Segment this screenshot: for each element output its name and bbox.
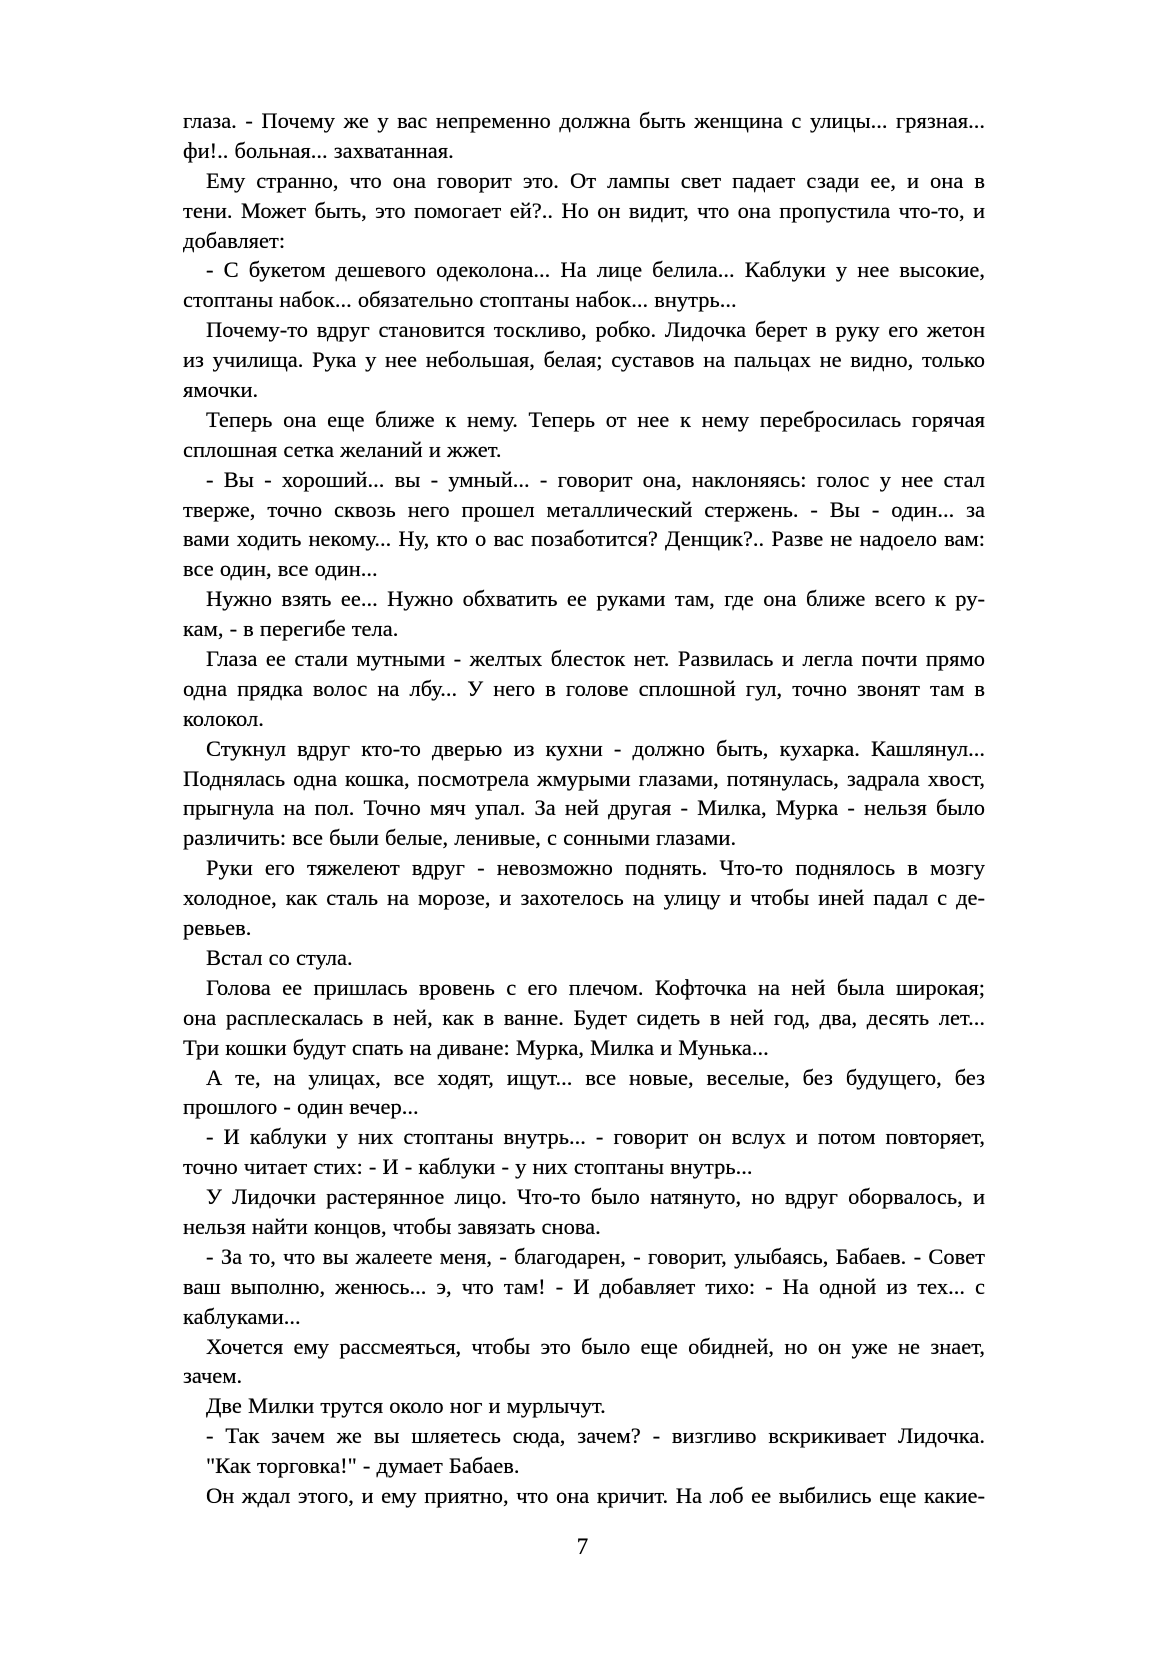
text-line: - За то, что вы жалеете меня, - благодарен, - говорит, улыбаясь, Бабаев. - Совет: [206, 1243, 985, 1269]
text-line: все один, все один...: [183, 556, 378, 582]
paragraph: [183, 1332, 985, 1392]
text-line: кам, - в перегибе тела.: [183, 616, 399, 642]
paragraph: [183, 255, 985, 315]
paragraph: [183, 1122, 985, 1182]
paragraph: [183, 853, 985, 943]
paragraph: [183, 1063, 985, 1123]
text-line: - С букетом дешевого одеколона... На лице белила... Каблуки у нее высокие,: [206, 257, 985, 283]
paragraph: [183, 1182, 985, 1242]
text-line: ямочки.: [183, 377, 259, 403]
paragraph: [183, 1391, 985, 1421]
text-line: тени. Может быть, это помогает ей?.. Но он видит, что она пропустила что-то, и: [183, 197, 985, 223]
text-line: холодное, как сталь на морозе, и захотелось на улицу и чтобы иней падал с де-: [183, 885, 985, 911]
text-line: она расплескалась в ней, как в ванне. Будет сидеть в ней год, два, десять лет...: [183, 1004, 985, 1030]
text-line: тверже, точно сквозь него прошел металлический стержень. - Вы - один... за: [183, 496, 985, 522]
text-line: Три кошки будут спать на диване: Мурка, Милка и Мунька...: [183, 1034, 769, 1060]
text-line: Почему-то вдруг становится тоскливо, робко. Лидочка берет в руку его жетон: [206, 317, 985, 343]
paragraph: [183, 1421, 985, 1451]
paragraph: [183, 465, 985, 585]
text-line: ревьев.: [183, 915, 252, 941]
text-line: Ему странно, что она говорит это. От лампы свет падает сзади ее, и она в: [206, 167, 985, 193]
text-line: Хочется ему рассмеяться, чтобы это было еще обидней, но он уже не знает,: [206, 1333, 985, 1359]
paragraph: [183, 943, 985, 973]
text-line: Поднялась одна кошка, посмотрела жмурыми глазами, потянулась, задрала хвост,: [183, 765, 985, 791]
text-line: глаза. - Почему же у вас непременно должна быть женщина с улицы... грязная...: [183, 108, 985, 133]
paragraph: [183, 1242, 985, 1332]
paragraph: [183, 644, 985, 734]
paragraph: [183, 106, 985, 166]
text-line: - Так зачем же вы шляетесь сюда, зачем? - визгливо вскрикивает Лидочка.: [206, 1423, 985, 1449]
page-number: 7: [576, 1534, 589, 1559]
text-line: Стукнул вдруг кто-то дверью из кухни - должно быть, кухарка. Кашлянул...: [206, 735, 985, 761]
text-line: зачем.: [183, 1363, 243, 1389]
text-line: вами ходить некому... Ну, кто о вас позаботится? Денщик?.. Разве не надоело вам:: [183, 526, 985, 552]
text-line: стоптаны набок... обязательно стоптаны набок... внутрь...: [183, 287, 737, 313]
paragraph: [183, 973, 985, 1063]
text-line: Руки его тяжелеют вдруг - невозможно поднять. Что-то поднялось в мозгу: [206, 855, 985, 881]
text-line: сплошная сетка желаний и жжет.: [183, 436, 502, 462]
text-line: Теперь она еще ближе к нему. Теперь от нее к нему перебросилась горячая: [206, 406, 985, 432]
paragraph: [183, 166, 985, 256]
text-line: Он ждал этого, и ему приятно, что она кричит. На лоб ее выбились еще какие-: [206, 1482, 985, 1508]
text-line: прыгнула на пол. Точно мяч упал. За ней другая - Милка, Мурка - нельзя было: [183, 795, 985, 821]
text-line: различить: все были белые, ленивые, с сонными глазами.: [183, 825, 737, 851]
text-line: добавляет:: [183, 227, 286, 253]
text-line: Две Милки трутся около ног и мурлычут.: [206, 1393, 606, 1419]
paragraph: [183, 315, 985, 405]
text-line: точно читает стих: - И - каблуки - у них стоптаны внутрь...: [183, 1154, 753, 1180]
text-line: Нужно взять ее... Нужно обхватить ее руками там, где она ближе всего к ру-: [206, 586, 985, 612]
paragraph: [183, 1481, 985, 1511]
paragraph: [183, 405, 985, 465]
text-line: фи!.. больная... захватанная.: [183, 137, 454, 163]
text-line: Голова ее пришлась вровень с его плечом. Кофточка на ней была широкая;: [206, 974, 985, 1000]
text-line: - И каблуки у них стоптаны внутрь... - говорит он вслух и потом повторяет,: [206, 1124, 985, 1150]
paragraph: [183, 734, 985, 854]
text-line: "Как торговка!" - думает Бабаев.: [206, 1453, 520, 1479]
text-line: прошлого - один вечер...: [183, 1094, 419, 1120]
text-line: одна прядка волос на лбу... У него в голове сплошной гул, точно звонят там в: [183, 675, 985, 701]
text-line: ваш выполню, женюсь... э, что там! - И добавляет тихо: - На одной из тех... с: [183, 1273, 985, 1299]
text-line: колокол.: [183, 705, 264, 731]
text-line: - Вы - хороший... вы - умный... - говорит она, наклоняясь: голос у нее стал: [206, 466, 985, 492]
text-line: каблуками...: [183, 1303, 301, 1329]
paragraph: [183, 584, 985, 644]
text-line: Глаза ее стали мутными - желтых блесток нет. Развилась и легла почти прямо: [206, 646, 985, 672]
text-line: А те, на улицах, все ходят, ищут... все новые, веселые, без будущего, без: [206, 1064, 985, 1090]
paragraph: [183, 1451, 985, 1481]
text-line: У Лидочки растерянное лицо. Что-то было натянуто, но вдруг оборвалось, и: [206, 1184, 985, 1210]
page-text: [183, 106, 985, 1511]
text-line: Встал со стула.: [206, 944, 353, 970]
text-line: из училища. Рука у нее небольшая, белая; суставов на пальцах не видно, только: [183, 347, 985, 373]
text-line: нельзя найти концов, чтобы завязать снова.: [183, 1213, 601, 1239]
